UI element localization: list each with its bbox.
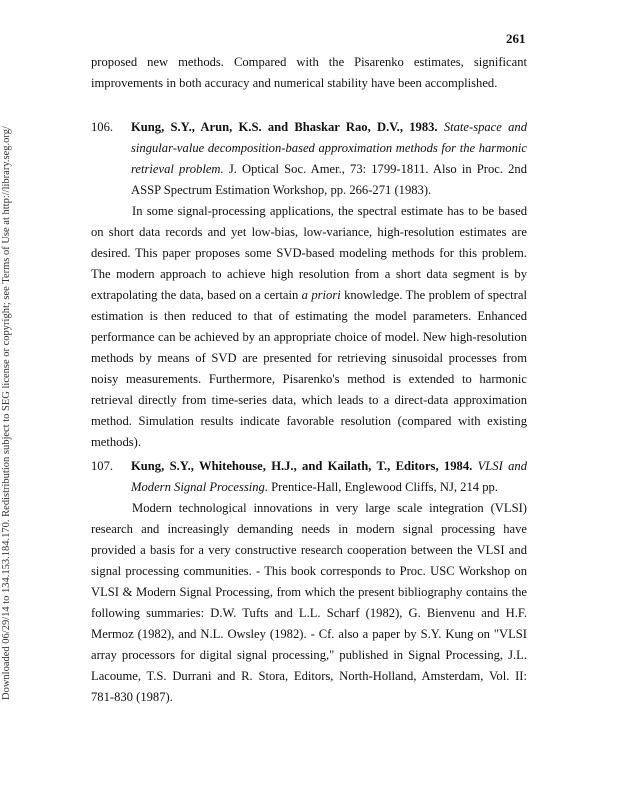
entry-106-abstract bbox=[91, 201, 527, 453]
entry-106 bbox=[91, 117, 527, 453]
entry-107-heading bbox=[91, 456, 527, 498]
intro-text: proposed new methods. Compared with the Pisarenko estimates, significant improvements in both accuracy and numerical stability have been accomplished. bbox=[91, 55, 527, 90]
entry-106-abstract-part-a: In some signal-processing applications, the spectral estimate has to be based on short data records and yet low-bias, low-variance, high-resolution estimates are desired. This paper proposes some SVD-based modeling methods for this problem. The modern approach to achieve high resolution from a short data segment is by extrapolating the data, based on a certain bbox=[91, 204, 527, 302]
entry-106-heading bbox=[91, 117, 527, 201]
entry-107-citation: Prentice-Hall, Englewood Cliffs, NJ, 214 pp. bbox=[271, 480, 498, 494]
entry-106-authors: Kung, S.Y., Arun, K.S. and Bhaskar Rao, D.V., 1983. bbox=[131, 120, 438, 134]
entry-106-abstract-part-b: knowledge. The problem of spectral estimation is then reduced to that of estimating the model parameters. Enhanced performance can be achieved by an appropriate choice of model. New high-resolution methods by means of SVD are presented for retrieving sinusoidal processes from noisy measurements. Furthermore, Pisarenko's method is extended to harmonic retrieval directly from time-series data, which leads to a direct-data approximation method. Simulation results indicate favorable resolution (compared with existing methods). bbox=[91, 288, 527, 449]
entry-106-title: State-space and singular-value decomposition-based approximation methods for the harmonic retrieval problem. bbox=[131, 120, 527, 176]
entry-107 bbox=[91, 456, 527, 708]
entry-106-number: 106. bbox=[91, 120, 114, 134]
entry-107-abstract: Modern technological innovations in very large scale integration (VLSI) research and increasingly demanding needs in modern signal processing have provided a basis for a very constructive research cooperation between the VLSI and signal processing communities. - This book corresponds to Proc. USC Workshop on VLSI & Modern Signal Processing, from which the present bibliography contains the following summaries: D.W. Tufts and L.L. Scharf (1982), G. Bienvenu and H.F. Mermoz (1982), and N.L. Owsley (1982). - Cf. also a paper by S.Y. Kung on "VLSI array processors for digital signal processing," published in Signal Processing, J.L. Lacoume, T.S. Durrani and R. Stora, Editors, North-Holland, Amsterdam, Vol. II: 781-830 (1987). bbox=[91, 501, 527, 704]
entry-106-abstract-italic: a priori bbox=[301, 288, 341, 302]
entry-106-citation: J. Optical Soc. Amer., 73: 1799-1811. Also in Proc. 2nd ASSP Spectrum Estimation Workshop, pp. 266-271 (1983). bbox=[131, 162, 528, 197]
entry-107-title: VLSI and Modern Signal Processing. bbox=[131, 459, 527, 494]
download-notice: Downloaded 06/29/14 to 134.153.184.170. Redistribution subject to SEG license or copyright; see Terms of Use at http://library.seg.org/ bbox=[1, 126, 12, 700]
intro-paragraph bbox=[91, 52, 527, 94]
page-number: 261 bbox=[506, 31, 526, 46]
entry-107-authors: Kung, S.Y., Whitehouse, H.J., and Kailath, T., Editors, 1984. bbox=[131, 459, 473, 473]
entry-107-number: 107. bbox=[91, 459, 114, 473]
